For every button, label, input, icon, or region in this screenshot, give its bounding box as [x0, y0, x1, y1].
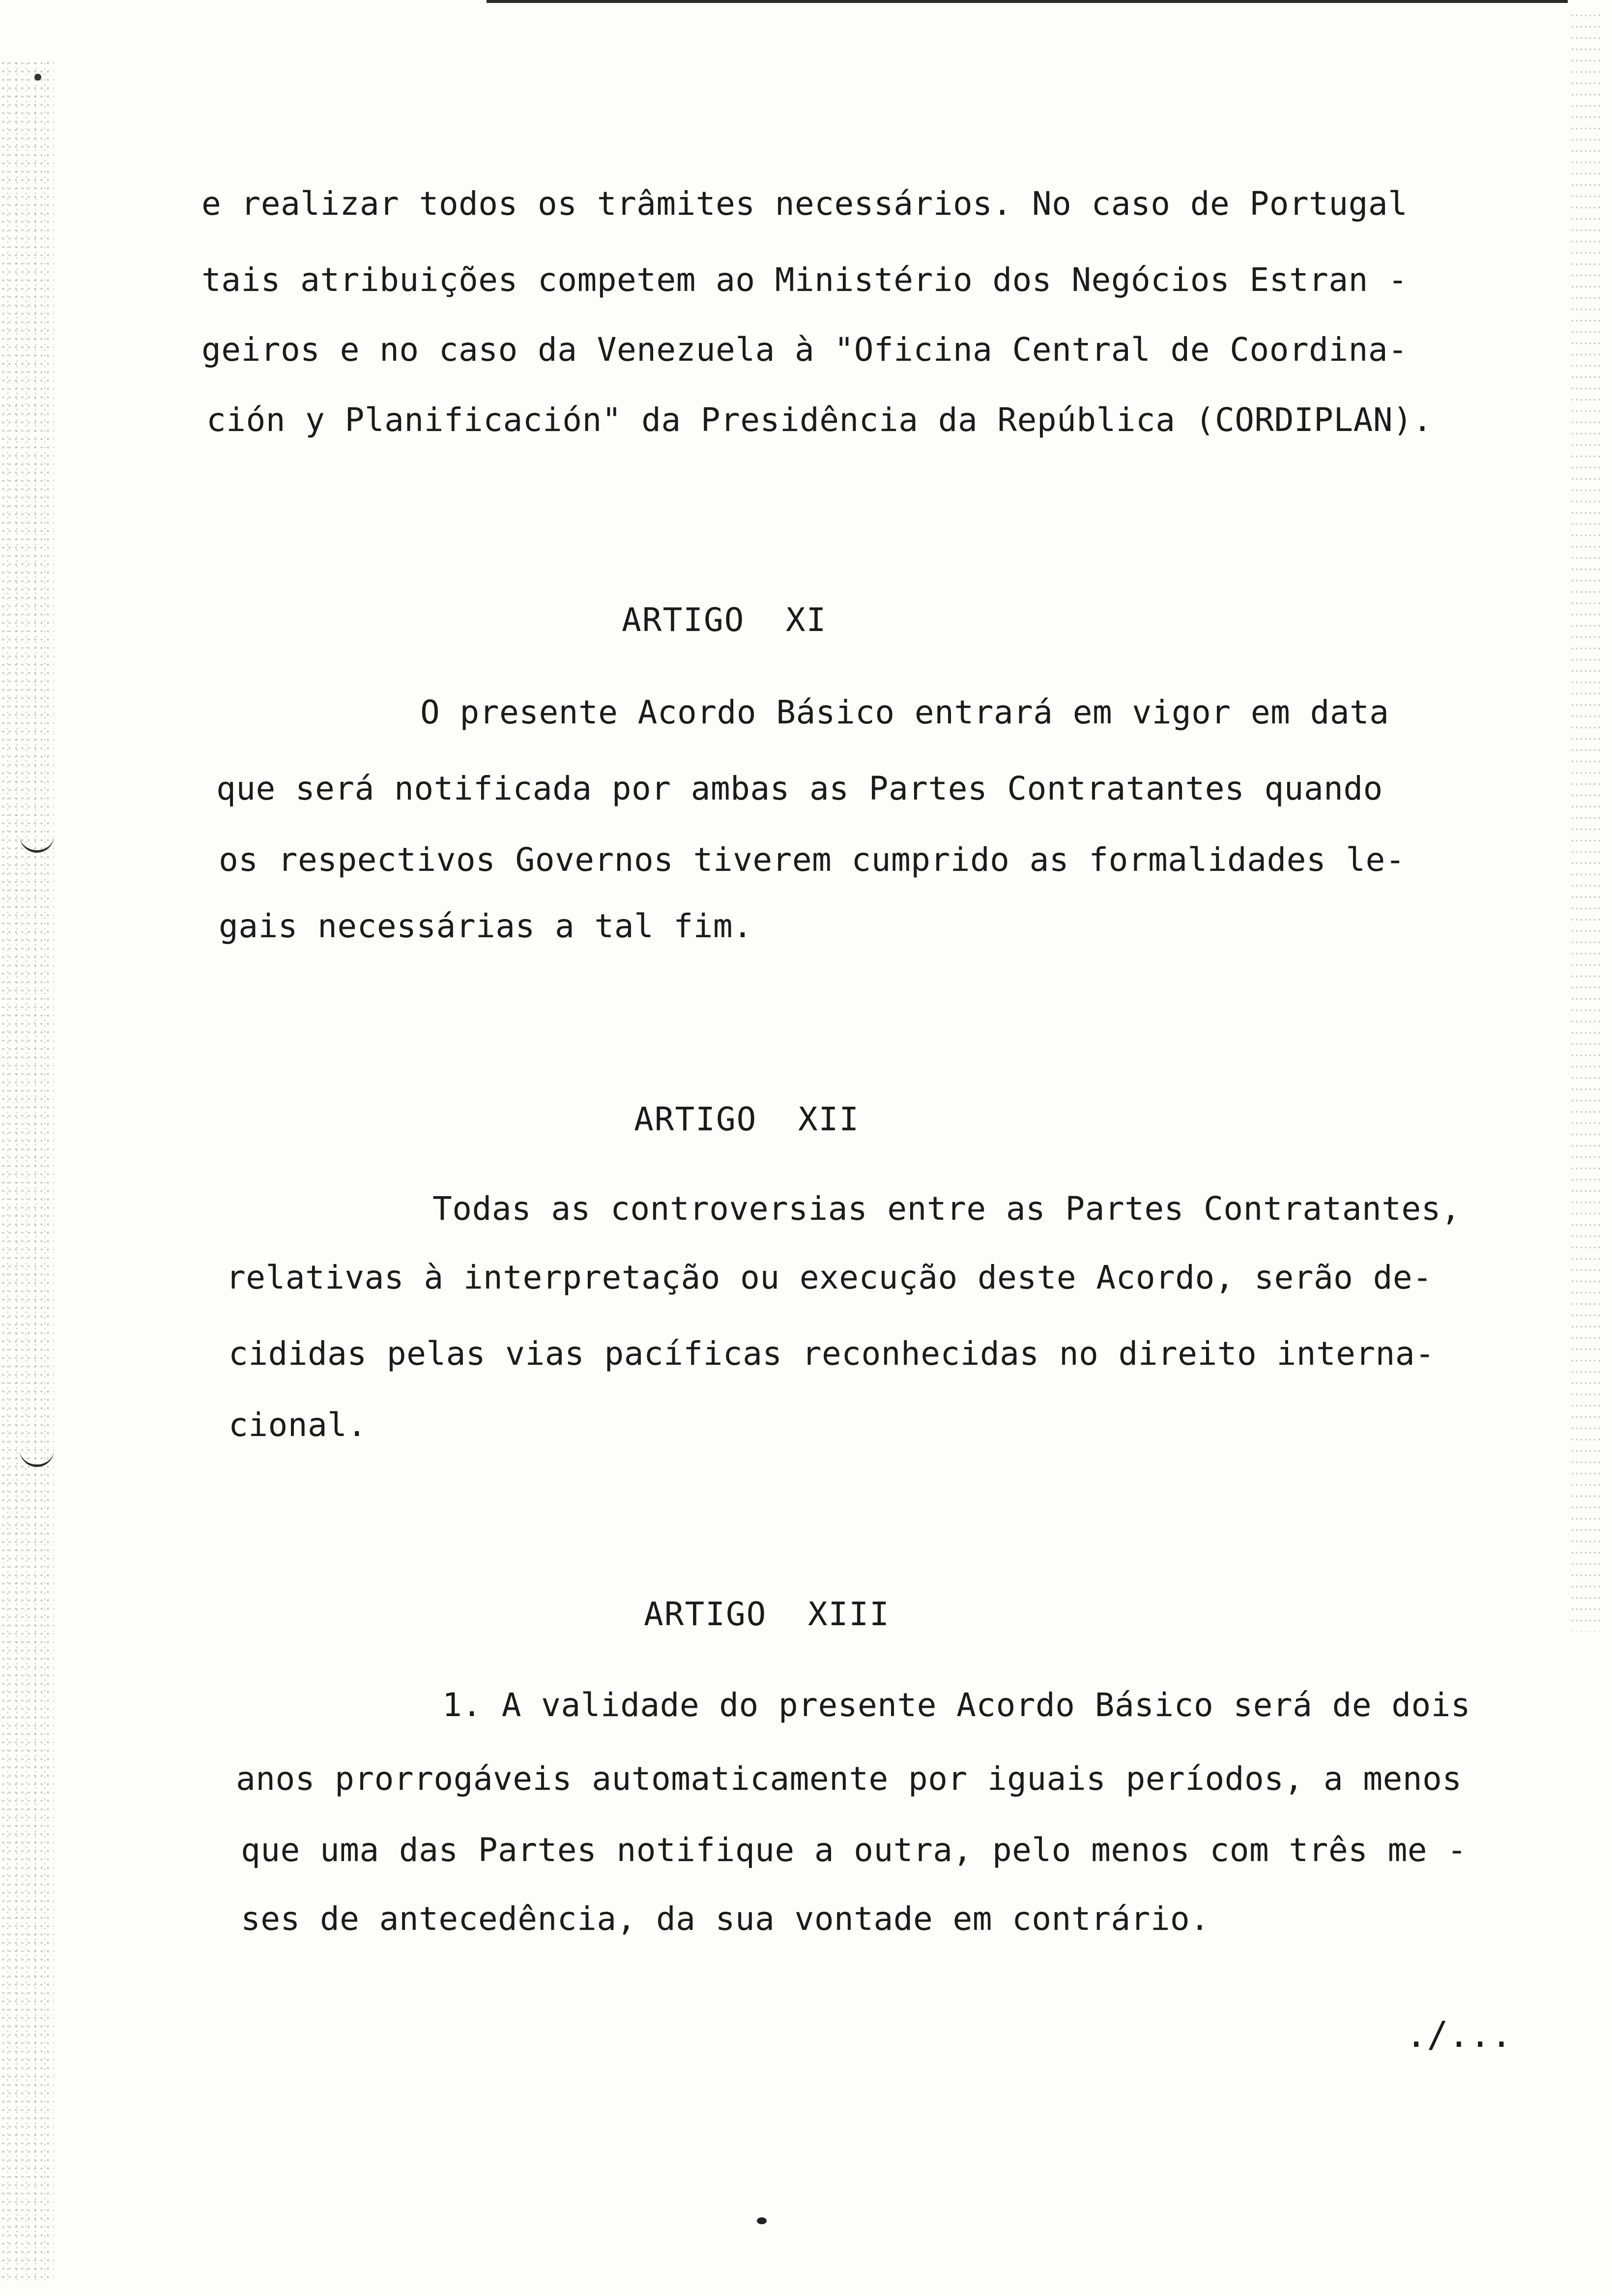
paragraph-line: O presente Acordo Básico entrará em vigor em data — [420, 693, 1389, 731]
paragraph-line: geiros e no caso da Venezuela à "Oficina Central de Coordina- — [202, 331, 1408, 369]
paragraph-line: ción y Planificación" da Presidência da República (CORDIPLAN). — [206, 401, 1433, 439]
paragraph-line: ses de antecedência, da sua vontade em contrário. — [241, 1900, 1210, 1938]
article-heading: ARTIGO XI — [622, 601, 827, 639]
scan-top-rule — [487, 0, 1568, 3]
scan-right-edge-noise — [1570, 10, 1600, 1632]
paragraph-line: tais atribuições competem ao Ministério dos Negócios Estran - — [202, 261, 1408, 299]
article-heading: ARTIGO XIII — [644, 1595, 890, 1633]
paragraph-line: cional. — [229, 1406, 367, 1444]
scan-left-edge-noise — [0, 59, 54, 2280]
paragraph-line: que uma das Partes notifique a outra, pelo menos com três me - — [241, 1831, 1467, 1869]
paragraph-line: cididas pelas vias pacíficas reconhecidas no direito interna- — [229, 1335, 1435, 1373]
paragraph-line: gais necessárias a tal fim. — [219, 907, 753, 945]
paragraph-line: anos prorrogáveis automaticamente por iguais períodos, a menos — [236, 1760, 1462, 1798]
paragraph-line: os respectivos Governos tiverem cumprido as formalidades le- — [219, 841, 1406, 879]
scan-dot — [757, 2217, 767, 2224]
paragraph-line: relativas à interpretação ou execução deste Acordo, serão de- — [226, 1259, 1433, 1296]
paragraph-line: que será notificada por ambas as Partes Contratantes quando — [216, 770, 1383, 807]
paragraph-line: 1. A validade do presente Acordo Básico será de dois — [442, 1686, 1471, 1724]
paragraph-line: e realizar todos os trâmites necessários. No caso de Portugal — [202, 185, 1408, 223]
continuation-mark: ./... — [1406, 2014, 1512, 2055]
article-heading: ARTIGO XII — [634, 1100, 860, 1138]
paragraph-line: Todas as controversias entre as Partes Contratantes, — [432, 1190, 1461, 1228]
scan-dot — [34, 74, 41, 81]
